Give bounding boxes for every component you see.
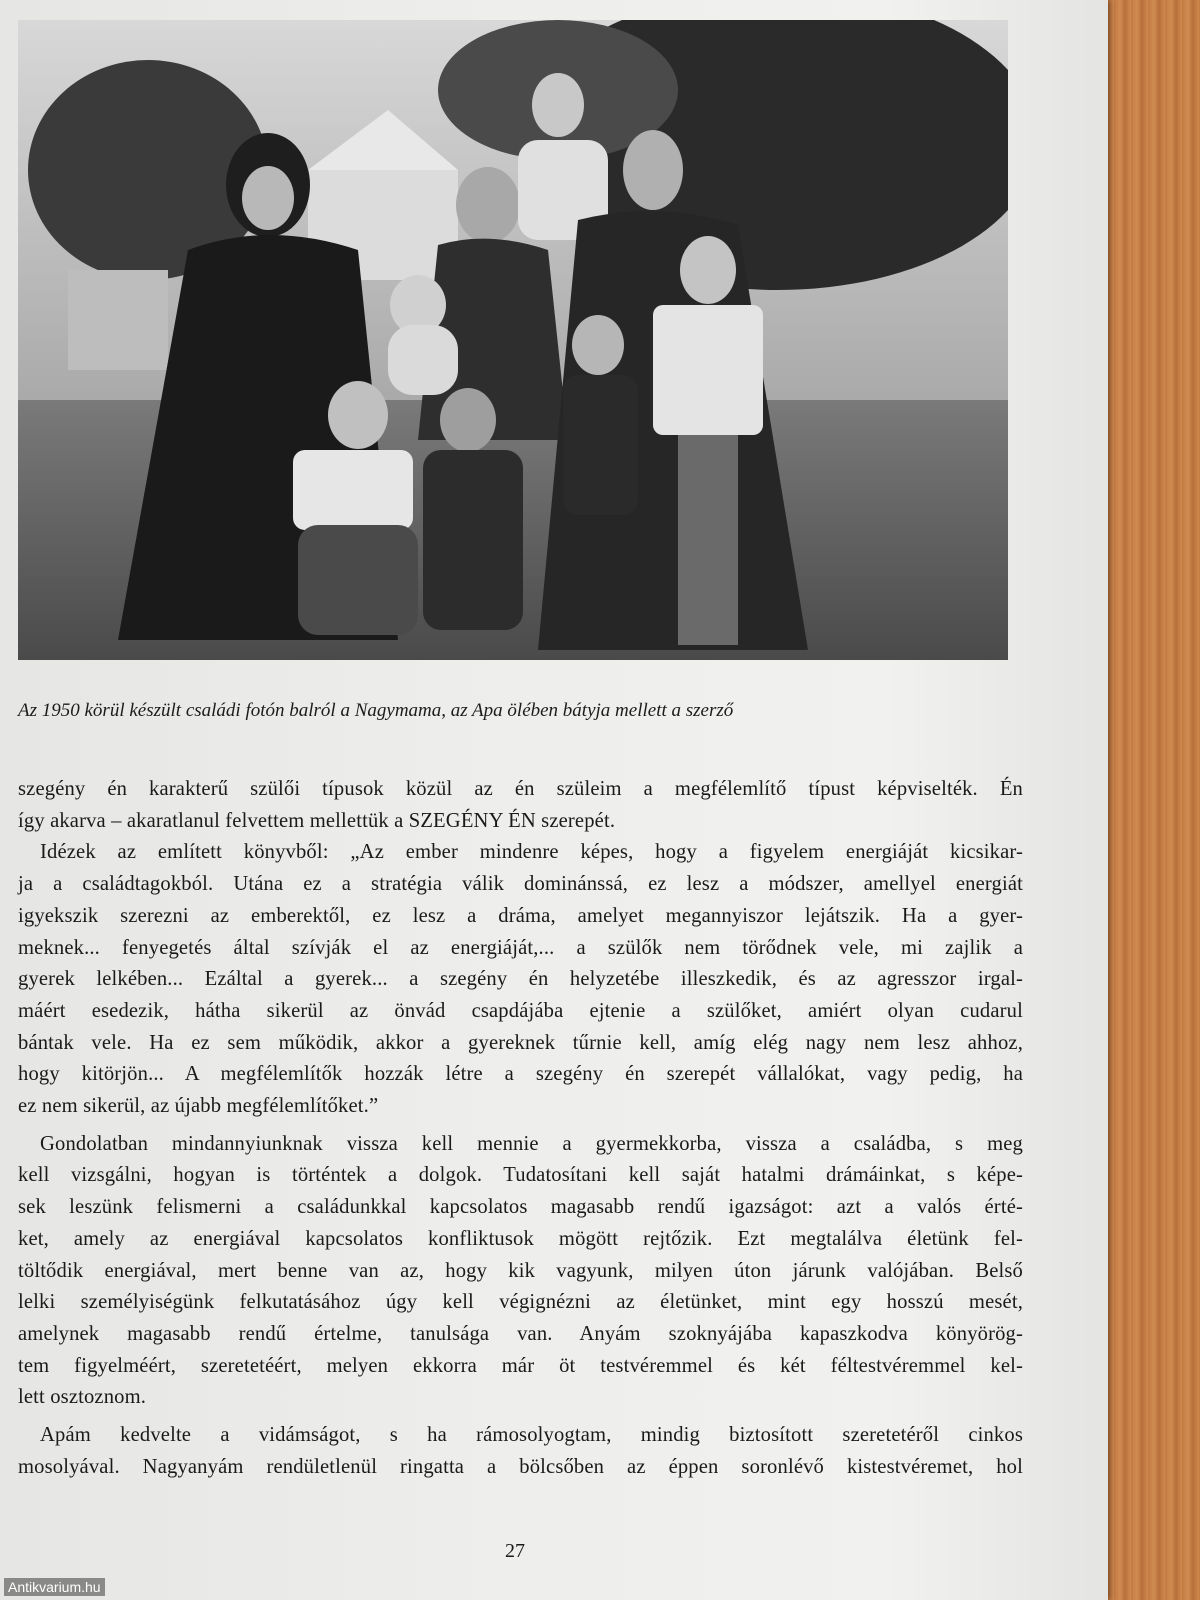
text-line: lelki személyiségünk felkutatásához úgy kell végignézni az életünket, mint egy hosszú mesét, [18, 1291, 1023, 1314]
boy-front-left-figure [293, 450, 413, 530]
text-line: Gondolatban mindannyiunknak vissza kell mennie a gyermekkorba, vissza a családba, s meg [40, 1132, 1023, 1155]
text-line: tem figyelméért, szeretetéért, melyen ekkorra már öt testvéremmel és két féltestvéremmel kel- [18, 1354, 1023, 1377]
text-line: szegény én karakterű szülői típusok közül az én szüleim a megfélemlítő típust képviselték. Én [18, 778, 1023, 800]
baby-figure [388, 325, 458, 395]
text-line: Idézek az említett könyvből: „Az ember mindenre képes, hogy a figyelem energiáját kicsikar- [40, 841, 1023, 864]
family-photo-image [18, 20, 1008, 660]
text-line: ja a családtagokból. Utána ez a stratégia válik dominánssá, ez lesz a módszer, amellyel energiát [18, 873, 1023, 896]
text-line: amelynek magasabb rendű értelme, tanulsága van. Anyám szoknyájába kapaszkodva könyörög- [18, 1322, 1023, 1345]
author-child-figure [563, 375, 638, 515]
text-line: kell vizsgálni, hogyan is történtek a dolgok. Tudatosítani kell saját hatalmi drámáinkat, s képe- [18, 1164, 1023, 1187]
text-line: bántak vele. Ha ez sem működik, akkor a gyereknek tűrnie kell, amíg elég nagy nem lesz ahhoz, [18, 1031, 1023, 1054]
text-line: Apám kedvelte a vidámságot, s ha rámosolyogtam, mindig biztosított szeretetéről cinkos [40, 1424, 1023, 1447]
text-line: ez nem sikerül, az újabb megfélemlítőket.” [18, 1095, 379, 1118]
boy-right-figure [653, 305, 763, 435]
photo-caption: Az 1950 körül készült családi fotón balról a Nagymama, az Apa ölében bátyja mellett a szerző [18, 700, 734, 721]
text-line: lett osztoznom. [18, 1386, 147, 1409]
text-line: így akarva – akaratlanul felvettem mellettük a SZEGÉNY ÉN szerepét. [18, 809, 616, 832]
shed [68, 270, 168, 370]
family-photo-drawing [18, 20, 1008, 660]
text-line: ket, amely az energiával kapcsolatos konfliktusok mögött rejtőzik. Ezt megtalálva életünk fel- [18, 1227, 1023, 1250]
text-line: mosolyával. Nagyanyám rendületlenül ringatta a bölcsőben az éppen soronlévő kistestvéremet, hol [18, 1455, 1023, 1478]
text-line: gyerek lelkében... Ezáltal a gyerek... a szegény én helyzetébe illeszkedik, és az agresszor irgal- [18, 968, 1023, 991]
text-line: meknek... fenyegetés által szívják el az energiáját,... a szülők nem törődnek vele, mi zajlik a [18, 936, 1023, 959]
text-line: igyekszik szerezni az emberektől, ez lesz a dráma, amelyet megannyiszor lejátszik. Ha a gyer- [18, 904, 1023, 927]
text-line: sek leszünk felismerni a családunkkal kapcsolatos magasabb rendű igazságot: azt a valós érté- [18, 1196, 1023, 1219]
page-number: 27 [505, 1540, 525, 1562]
text-line: máért esedezik, hátha sikerül az önvád csapdájába ejtenie a szülőket, amiért olyan cudarul [18, 999, 1023, 1022]
text-line: hogy kitörjön... A megfélemlítők hozzák létre a szegény én szerepét vállalókat, vagy pedig, ha [18, 1063, 1023, 1086]
text-line: töltődik energiával, mert benne van az, hogy kik vagyunk, milyen úton járunk valójában. Belső [18, 1259, 1023, 1282]
body-text [18, 774, 1023, 1483]
watermark: Antikvarium.hu [4, 1578, 105, 1596]
boy-front-middle-figure [423, 450, 523, 630]
